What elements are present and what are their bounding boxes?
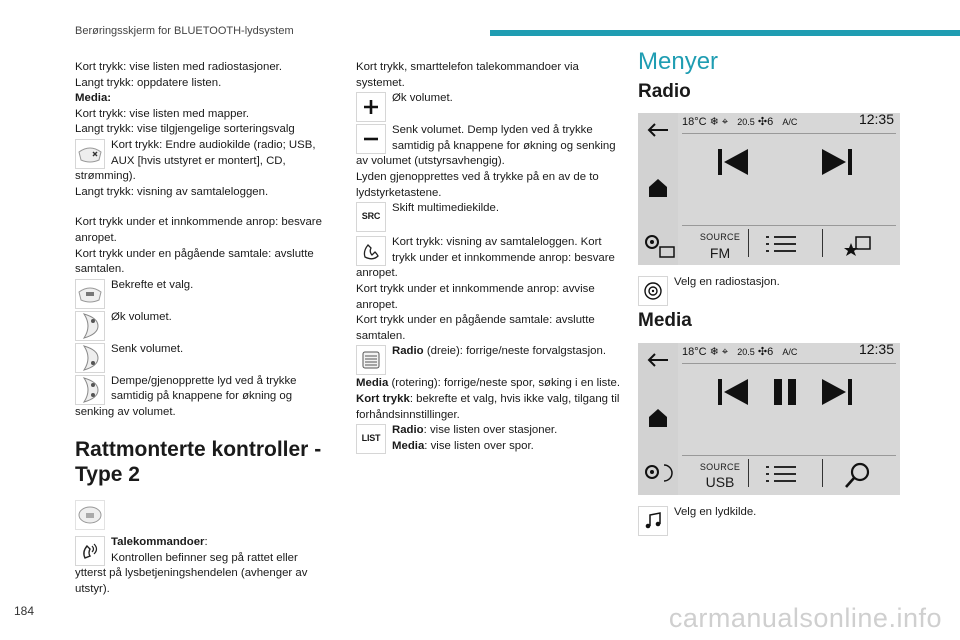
voice-command-icon: [75, 536, 105, 566]
column-2: [356, 60, 621, 455]
voice-command-text: Talekommandoer: Kontrollen befinner seg på rattet eller ytterst på lysbetjeningshendelen (avhenger av utstyr).: [75, 536, 308, 595]
media-label: Media:: [75, 92, 112, 105]
home-icon[interactable]: [647, 177, 669, 199]
media-screen: [638, 340, 900, 495]
text-paragraph: Langt trykk: oppdatere listen.: [75, 76, 222, 89]
radio-wheel-text: Radio (dreie): forrige/neste forvalgstasjon.: [392, 345, 606, 358]
plus-item: [356, 91, 621, 123]
divider: [682, 363, 896, 364]
voice-command-description: Kontrollen befinner seg på rattet eller ytterst på lysbetjeningshendelen (avhenger av utstyr).: [75, 551, 308, 595]
text-paragraph: Langt trykk: visning av samtaleloggen.: [75, 185, 269, 198]
voice-command-label: Talekommandoer: [111, 536, 205, 549]
phone-icon: [356, 236, 386, 266]
screen-left-bar: [638, 113, 678, 265]
text-paragraph: Lyden gjenopprettes ved å trykke på en av de to lydstyrketastene.: [356, 170, 599, 199]
list-item: [356, 423, 621, 455]
search-icon[interactable]: [844, 461, 872, 489]
text-paragraph: Kort trykk: vise listen med mapper.: [75, 107, 250, 120]
radio-caption: Velg en radiostasjon.: [674, 276, 780, 289]
confirm-text: Bekrefte et valg.: [111, 278, 194, 291]
list-text: Radio: vise listen over stasjoner. Media: vise listen over spor.: [392, 424, 558, 452]
status-temp: 18°C ❄ ⌖ 20.5 ✣6 A/C: [682, 345, 798, 358]
text-paragraph: Kort trykk: vise listen med radiostasjoner.: [75, 61, 283, 73]
mute-item: [75, 374, 325, 421]
list-icon: LIST: [356, 424, 386, 454]
source-text: Kort trykk: Endre audiokilde (radio; USB, AUX [hvis utstyret er montert], CD, strømming).: [75, 138, 316, 183]
radio-wheel-item: [356, 344, 621, 376]
text-paragraph: Kort trykk under et innkommende anrop: besvare anropet.: [75, 216, 322, 244]
media-heading: Media: [638, 310, 692, 332]
media-wheel-text: Media (rotering): forrige/neste spor, søking i en liste.: [356, 377, 620, 390]
text-paragraph: Kort trykk under en pågående samtale: avslutte samtalen.: [356, 314, 595, 342]
back-arrow-icon[interactable]: [646, 353, 670, 367]
minus-text: Senk volumet. Demp lyden ved å trykke samtidig på knappene for økning og senking av volumet (utstyrsavhengig).: [356, 124, 616, 168]
divider: [682, 455, 896, 456]
source-button[interactable]: SOURCE FM: [699, 232, 741, 261]
src-item: [356, 201, 621, 233]
header-title: Berøringsskjerm for BLUETOOTH-lydsystem: [75, 25, 294, 37]
mute-text: Dempe/gjenopprette lyd ved å trykke samtidig på knappene for økning og senking av volumet.: [75, 374, 297, 418]
src-icon: SRC: [356, 202, 386, 232]
steering-wheel-icon: [75, 343, 105, 373]
scroll-wheel-icon: [356, 345, 386, 375]
plus-text: Øk volumet.: [392, 92, 453, 105]
confirm-item: [75, 278, 325, 310]
steering-wheel-icon: [75, 311, 105, 341]
voice-command-item: [75, 535, 325, 597]
src-text: Skift multimediekilde.: [392, 202, 499, 215]
text-paragraph: Kort trykk, smarttelefon talekommandoer via systemet.: [356, 61, 579, 89]
next-icon[interactable]: [822, 379, 852, 405]
radio-station-icon: [638, 276, 668, 306]
steering-source-icon: [75, 139, 105, 169]
page-number: 184: [14, 604, 35, 618]
clock: 12:35: [858, 340, 894, 357]
column-3: [638, 48, 900, 537]
steering-wheel-overview-icon: [75, 500, 105, 530]
settings-radio-icon[interactable]: [642, 231, 676, 259]
phone-text: Kort trykk: visning av samtaleloggen. Kort trykk under et innkommende anrop: besvare anropet.: [356, 236, 615, 280]
source-button[interactable]: SOURCE USB: [699, 461, 741, 491]
home-icon[interactable]: [647, 407, 669, 429]
section-heading: Rattmonterte kontroller - Type 2: [75, 437, 322, 486]
status-temp: 18°C ❄ ⌖ 20.5 ✣6 A/C: [682, 116, 798, 129]
previous-icon[interactable]: [718, 149, 748, 175]
media-caption: Velg en lydkilde.: [674, 505, 757, 518]
steering-confirm-icon: [75, 279, 105, 309]
clock: 12:35: [858, 111, 894, 128]
screen-left-bar: [638, 343, 678, 495]
minus-item: [356, 123, 621, 170]
text-paragraph: Langt trykk: vise tilgjengelige sorteringsvalg: [75, 123, 295, 136]
volume-down-text: Senk volumet.: [111, 342, 184, 355]
column-1: [75, 60, 325, 597]
short-press-text: Kort trykk: bekrefte et valg, hvis ikke valg, tilgang til forhåndsinnstillinger.: [356, 392, 620, 421]
plus-icon: [356, 92, 386, 122]
media-caption-item: [638, 505, 900, 537]
back-arrow-icon[interactable]: [646, 123, 670, 137]
divider: [682, 225, 896, 226]
divider: [682, 133, 896, 134]
radio-heading: Radio: [638, 80, 691, 102]
volume-down-item: [75, 342, 325, 374]
phone-item: [356, 235, 621, 282]
radio-caption-item: [638, 275, 900, 307]
minus-icon: [356, 124, 386, 154]
pause-icon[interactable]: [774, 379, 798, 405]
header-accent-bar: [490, 30, 960, 36]
text-paragraph: Kort trykk under en pågående samtale: avslutte samtalen.: [75, 247, 314, 276]
favorite-radio-icon[interactable]: [842, 231, 872, 257]
source-item: [75, 138, 325, 185]
volume-up-item: [75, 310, 325, 342]
watermark: carmanualsonline.info: [668, 603, 942, 633]
next-icon[interactable]: [822, 149, 852, 175]
radio-screen: [638, 113, 900, 265]
text-paragraph: Kort trykk under et innkommende anrop: avvise anropet.: [356, 282, 595, 311]
settings-icon[interactable]: [642, 461, 676, 489]
music-note-icon: [638, 506, 668, 536]
volume-up-text: Øk volumet.: [111, 310, 172, 323]
menus-title: Menyer: [638, 48, 719, 75]
previous-icon[interactable]: [718, 379, 748, 405]
list-icon[interactable]: [766, 465, 796, 483]
list-icon[interactable]: [766, 235, 796, 253]
steering-wheel-icon: [75, 375, 105, 405]
